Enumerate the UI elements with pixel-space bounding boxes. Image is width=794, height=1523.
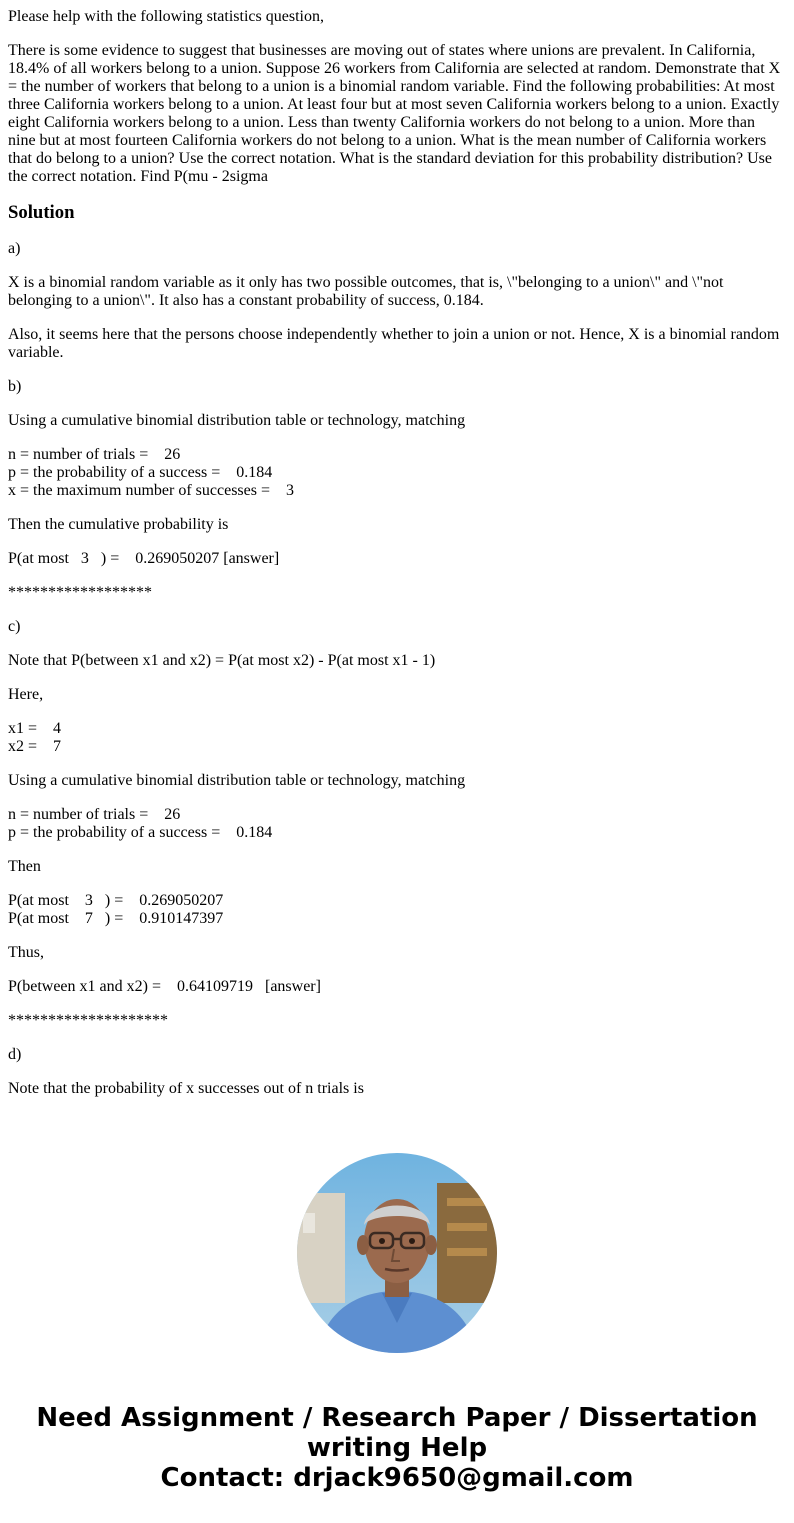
part-c-result: P(between x1 and x2) = 0.64109719 [answer]	[8, 978, 321, 995]
part-c-parameters	[8, 806, 784, 842]
part-c-bounds	[8, 720, 784, 756]
question-body: There is some evidence to suggest that businesses are moving out of states where unions are prevalent. In California, 18.4% of all workers belong to a union. Suppose 26 workers from California are selected at random. Demonstrate that X = the number of workers that belong to a union is a binomial random variable. Find the following probabilities: At most three California workers belong to a union. At least four but at most seven California workers belong to a union. Exactly eight California workers belong to a union. Less than twenty California workers do not belong to a union. More than nine but at most fourteen California workers do not belong to a union. What is the mean number of California workers that do belong to a union? Use the correct notation. What is the standard deviation for this probability distribution? Use the correct notation. Find P(mu - 2sigma	[8, 42, 781, 185]
part-d-note: Note that the probability of x successes out of n trials is	[8, 1080, 364, 1097]
part-c-thus: Thus,	[8, 944, 44, 961]
document-content	[8, 0, 784, 1124]
part-a-paragraph-2: Also, it seems here that the persons choose independently whether to join a union or not. Hence, X is a binomial random variable.	[8, 326, 780, 361]
part-c-note: Note that P(between x1 and x2) = P(at most x2) - P(at most x1 - 1)	[8, 652, 436, 669]
tutor-avatar	[297, 1153, 497, 1353]
part-b-separator: ******************	[8, 584, 152, 601]
part-c-at-most-3: P(at most 3 ) = 0.269050207	[8, 892, 224, 909]
tutor-portrait-image	[297, 1153, 497, 1353]
part-c-cumulative	[8, 892, 784, 928]
part-c-n-line: n = number of trials = 26	[8, 806, 181, 823]
solution-heading: Solution	[8, 202, 75, 223]
part-c-separator: ********************	[8, 1012, 168, 1029]
part-b-p-line: p = the probability of a success = 0.184	[8, 464, 273, 481]
part-a-label: a)	[8, 240, 21, 257]
part-b-label: b)	[8, 378, 22, 395]
part-b-intro: Using a cumulative binomial distribution table or technology, matching	[8, 412, 466, 429]
part-c-p-line: p = the probability of a success = 0.184	[8, 824, 273, 841]
question-intro: Please help with the following statistics question,	[8, 8, 324, 25]
part-b-result: P(at most 3 ) = 0.269050207 [answer]	[8, 550, 280, 567]
part-c-label: c)	[8, 618, 21, 635]
promo-footer	[0, 1403, 794, 1493]
part-d-label: d)	[8, 1046, 22, 1063]
part-c-intro: Using a cumulative binomial distribution table or technology, matching	[8, 772, 466, 789]
part-b-x-line: x = the maximum number of successes = 3	[8, 482, 294, 499]
part-c-x1-line: x1 = 4	[8, 720, 62, 737]
part-a-paragraph-1: X is a binomial random variable as it only has two possible outcomes, that is, \"belonging to a union\" and \"not belonging to a union\". It also has a constant probability of success, 0.184.	[8, 274, 724, 309]
promo-line-1: Need Assignment / Research Paper / Dissertation	[36, 1403, 758, 1433]
part-c-at-most-7: P(at most 7 ) = 0.910147397	[8, 910, 224, 927]
promo-contact: Contact: drjack9650@gmail.com	[160, 1463, 634, 1493]
part-c-here: Here,	[8, 686, 44, 703]
part-b-then: Then the cumulative probability is	[8, 516, 229, 533]
part-c-x2-line: x2 = 7	[8, 738, 62, 755]
part-b-n-line: n = number of trials = 26	[8, 446, 181, 463]
part-b-parameters	[8, 446, 784, 500]
promo-line-2: writing Help	[306, 1433, 488, 1463]
part-c-then: Then	[8, 858, 41, 875]
